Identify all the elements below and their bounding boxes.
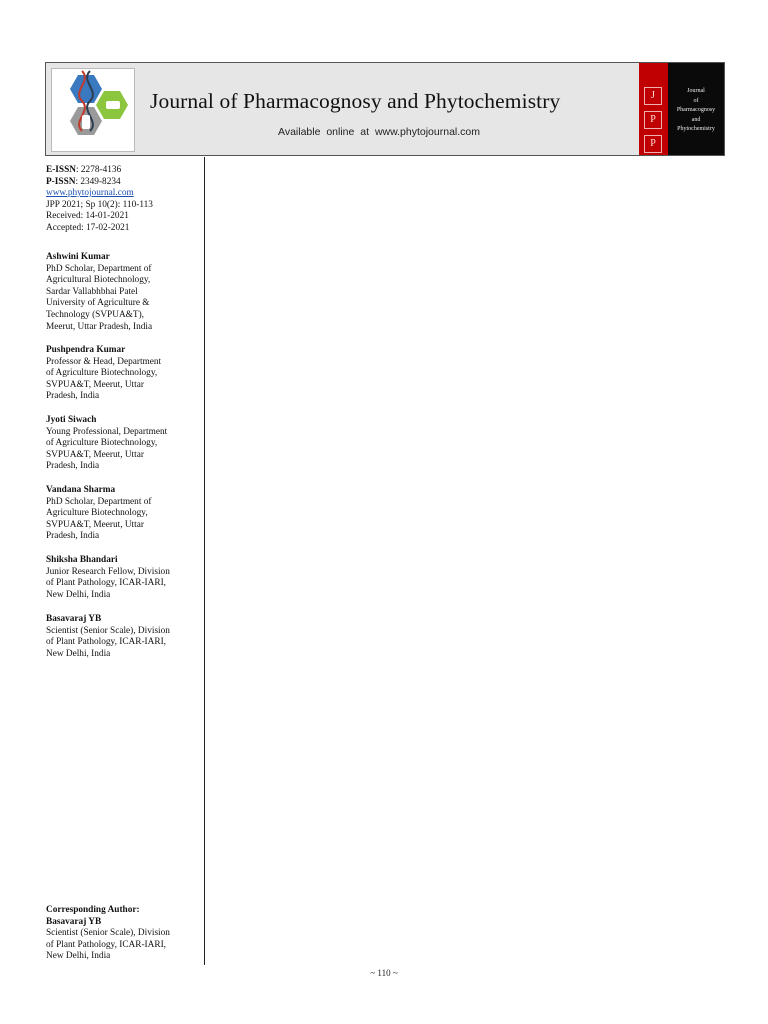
- affiliation-line: Young Professional, Department: [46, 426, 168, 437]
- column-divider: [204, 157, 205, 965]
- affiliation-line: of Agriculture Biotechnology,: [46, 368, 158, 379]
- journal-name-block: [668, 63, 724, 155]
- corresponding-name: Basavaraj YB: [46, 916, 102, 927]
- affiliation-line: PhD Scholar, Department of: [46, 263, 152, 274]
- affiliation-line: Scientist (Senior Scale), Division: [46, 928, 170, 939]
- corresponding-author-block: [46, 905, 202, 963]
- author-block: [46, 252, 202, 333]
- corresponding-heading: Corresponding Author:: [46, 905, 140, 915]
- affiliation-line: New Delhi, India: [46, 648, 111, 659]
- affiliation-line: of Plant Pathology, ICAR-IARI,: [46, 637, 166, 648]
- block-line-1: Journal: [687, 88, 705, 94]
- author-name: Basavaraj YB: [46, 614, 102, 624]
- article-metadata: [46, 165, 202, 235]
- author-name: Pushpendra Kumar: [46, 345, 126, 355]
- journal-title: Journal of Pharmacognosy and Phytochemistry: [150, 89, 561, 113]
- affiliation-line: Technology (SVPUA&T),: [46, 309, 144, 320]
- affiliation-line: of Plant Pathology, ICAR-IARI,: [46, 578, 166, 589]
- block-line-4: and: [691, 116, 701, 123]
- author-block: [46, 485, 202, 543]
- affiliation-line: Meerut, Uttar Pradesh, India: [46, 321, 153, 332]
- affiliation-line: of Plant Pathology, ICAR-IARI,: [46, 939, 166, 950]
- website-link[interactable]: www.phytojournal.com: [46, 188, 134, 199]
- author-name: Shiksha Bhandari: [46, 555, 118, 565]
- affiliation-line: Junior Research Fellow, Division: [46, 566, 170, 577]
- author-name: Jyoti Siwach: [46, 415, 97, 425]
- affiliation-line: SVPUA&T, Meerut, Uttar: [46, 379, 144, 390]
- pissn-line: P-ISSN: 2349-8234: [46, 176, 121, 187]
- author-block: [46, 555, 202, 601]
- affiliation-line: Sardar Vallabhbhai Patel: [46, 286, 138, 297]
- affiliation-line: SVPUA&T, Meerut, Uttar: [46, 519, 144, 530]
- affiliation-line: Pradesh, India: [46, 391, 100, 402]
- dna-hexagon-logo-icon: [52, 69, 134, 151]
- affiliation-line: of Agriculture Biotechnology,: [46, 438, 158, 449]
- block-line-2: of: [693, 97, 699, 104]
- affiliation-line: PhD Scholar, Department of: [46, 496, 152, 507]
- author-block: [46, 614, 202, 660]
- block-line-5: Phytochemistry: [677, 126, 715, 132]
- accepted-date: Accepted: 17-02-2021: [46, 222, 130, 233]
- affiliation-line: New Delhi, India: [46, 951, 111, 962]
- author-block: [46, 345, 202, 403]
- author-name: Ashwini Kumar: [46, 252, 110, 262]
- affiliation-line: Agriculture Biotechnology,: [46, 508, 148, 519]
- jpp-citation: JPP 2021; Sp 10(2): 110-113: [46, 199, 153, 210]
- affiliation-line: Pradesh, India: [46, 531, 100, 542]
- jpp-letter-j: J: [644, 87, 662, 105]
- affiliation-line: Pradesh, India: [46, 461, 100, 472]
- received-date: Received: 14-01-2021: [46, 211, 129, 222]
- author-block: [46, 415, 202, 473]
- journal-header: [45, 62, 725, 156]
- affiliation-line: SVPUA&T, Meerut, Uttar: [46, 449, 144, 460]
- affiliation-line: Agricultural Biotechnology,: [46, 275, 151, 286]
- eissn-line: E-ISSN: 2278-4136: [46, 165, 122, 175]
- author-name: Vandana Sharma: [46, 485, 116, 495]
- affiliation-line: Scientist (Senior Scale), Division: [46, 625, 170, 636]
- jpp-letter-p1: P: [644, 111, 662, 129]
- affiliation-line: New Delhi, India: [46, 589, 111, 600]
- journal-logo: [51, 68, 135, 152]
- affiliation-line: Professor & Head, Department: [46, 356, 162, 367]
- jpp-letter-p2: P: [644, 135, 662, 153]
- page-number: ~ 110 ~: [370, 968, 398, 978]
- affiliation-line: University of Agriculture &: [46, 298, 150, 309]
- jpp-letter-column: [639, 63, 668, 155]
- block-line-3: Pharmacognosy: [676, 107, 716, 113]
- available-online-text: Available online at www.phytojournal.com: [278, 126, 480, 138]
